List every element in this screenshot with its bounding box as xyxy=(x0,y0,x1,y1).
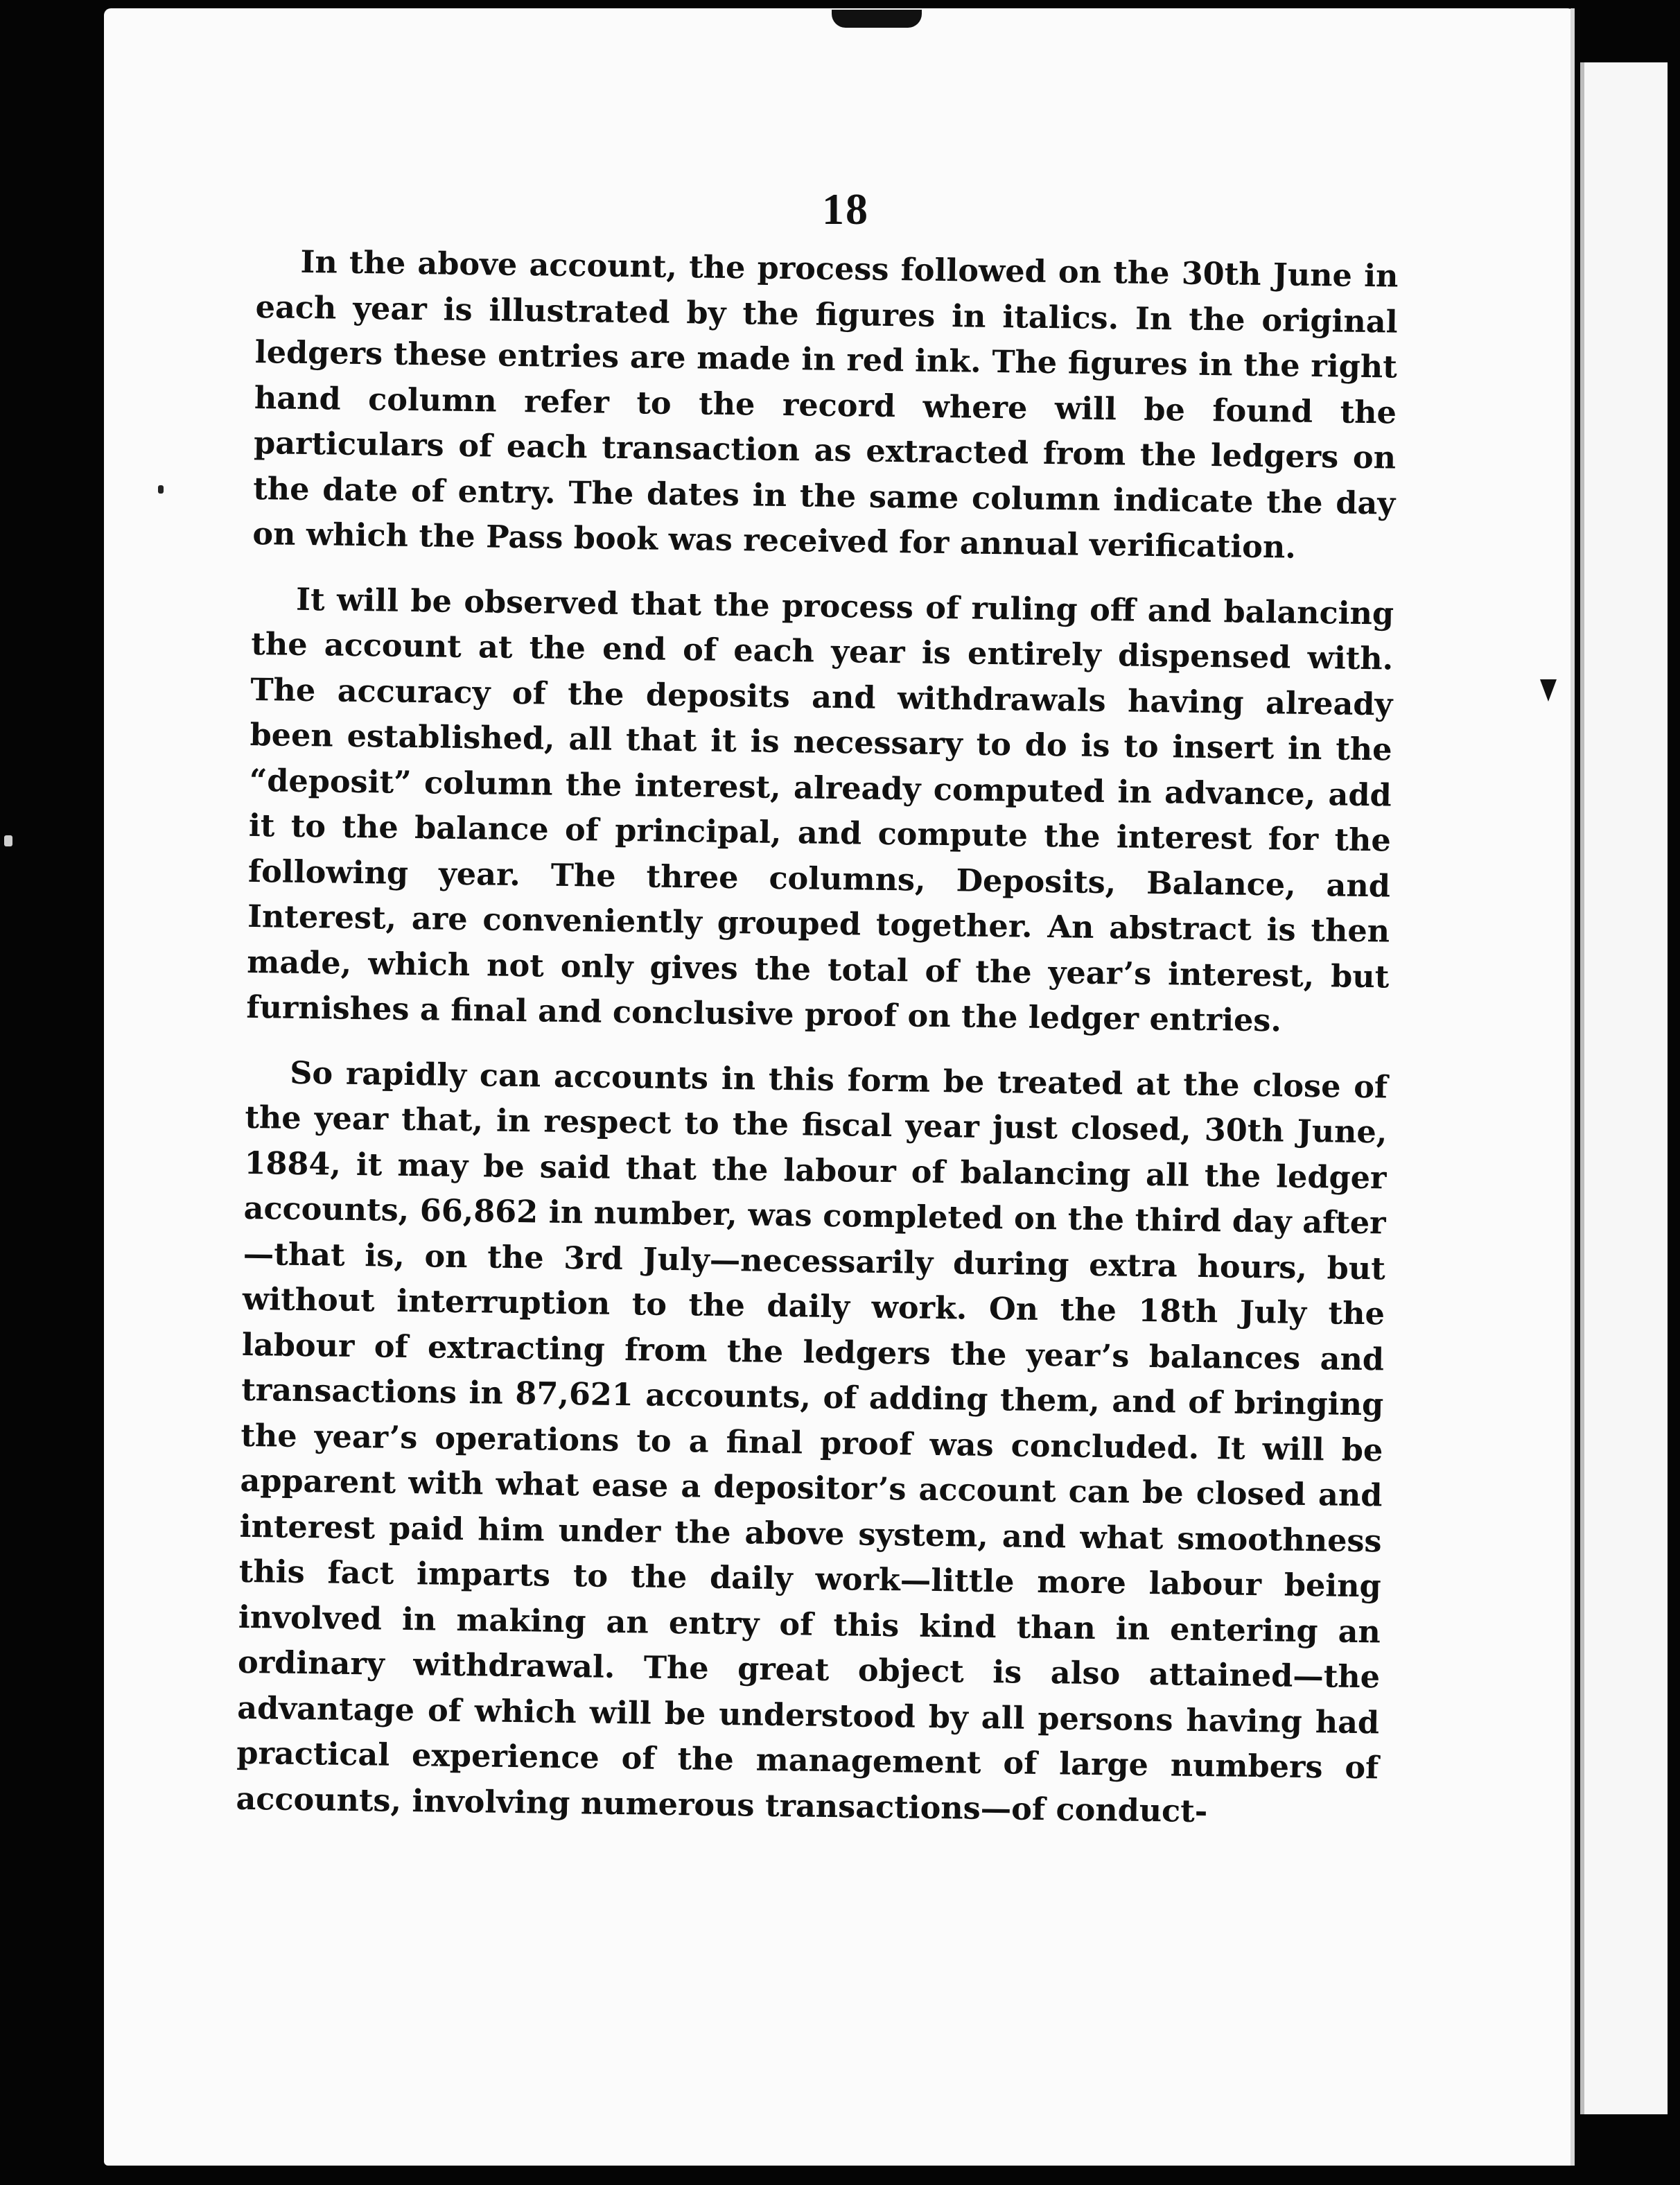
paragraph-1: In the above account, the process followed on the 30th June in each year is illustrated by the figures in italics. In the original ledgers these entries are made in red ink. The figures in the right hand column refer to the record where will be found the particulars of each transaction as extracted from the ledgers on the date of entry. The dates in the same column indicate the day on which the Pass book was received for annual verification. xyxy=(252,243,1399,566)
ink-blot xyxy=(832,10,922,28)
margin-speck xyxy=(4,835,12,846)
page-number: 18 xyxy=(822,184,869,234)
margin-speck xyxy=(158,485,164,494)
gutter-arrow-mark xyxy=(1540,679,1557,702)
page-gutter xyxy=(1570,8,1575,2166)
body-text xyxy=(236,239,1399,1856)
paragraph-2: It will be observed that the process of ruling off and balancing the account at the end of each year is entirely dispensed with. The accuracy of the deposits and withdrawals having already been established, all that it is necessary to do is to insert in the “deposit” column the interest, already computed in advance, add it to the balance of principal, and compute the interest for the following year. The three columns, Deposits, Balance, and Interest, are conveniently grouped together. An abstract is then made, which not only gives the total of the year’s interest, but furnishes a final and conclusive proof on the ledger entries. xyxy=(246,581,1394,1039)
adjacent-page-edge xyxy=(1580,62,1668,2114)
paragraph-3: So rapidly can accounts in this form be treated at the close of the year that, in respect to the fiscal year just closed, 30th June, 1884, it may be said that the labour of balancing all the ledger accounts, 66,862 in number, was completed on the third day after—that is, on the 3rd July—necessarily during extra hours, but without interruption to the daily work. On the 18th July the labour of extracting from the ledgers the year’s balances and transactions in 87,621 accounts, of adding them, and of bringing the year’s operations to a final proof was concluded. It will be apparent with what ease a depositor’s account can be closed and interest paid him under the above system, and what smoothness this fact imparts to the daily work—little more labour being involved in making an entry of this kind than in entering an ordinary withdrawal. The great object is also attained—the advantage of which will be understood by all persons having had practical experience of the management of large numbers of accounts, involving numerous transactions—of conduct- xyxy=(236,1054,1388,1829)
